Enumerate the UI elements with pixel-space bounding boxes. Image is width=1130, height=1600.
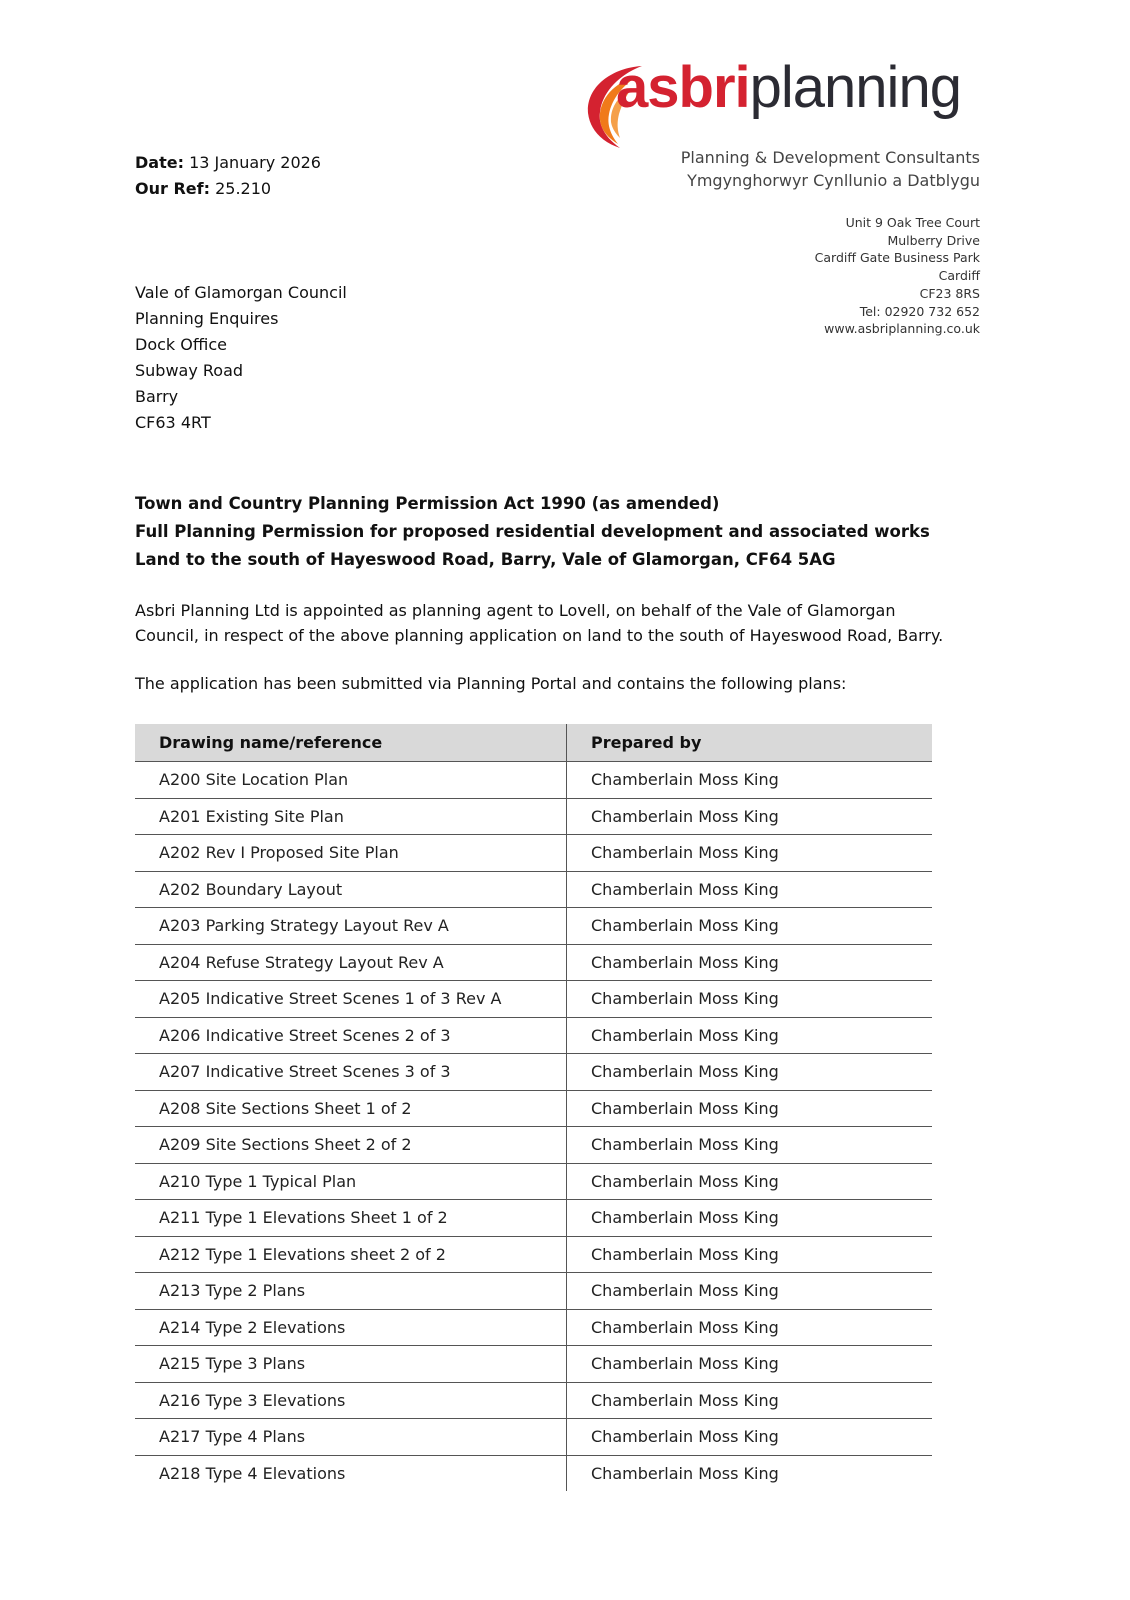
table-row [135,1017,932,1054]
letter-subject [135,490,930,574]
logo-text-planning: planning [749,55,961,120]
drawing-reference-cell: A217 Type 4 Plans [135,1419,567,1456]
prepared-by-cell: Chamberlain Moss King [567,1346,933,1383]
column-header: Prepared by [567,724,933,762]
table-body [135,762,932,1492]
prepared-by-cell: Chamberlain Moss King [567,944,933,981]
reference-label: Our Ref: [135,179,210,198]
table-row [135,1163,932,1200]
drawing-reference-cell: A206 Indicative Street Scenes 2 of 3 [135,1017,567,1054]
table-row [135,1236,932,1273]
drawing-reference-cell: A204 Refuse Strategy Layout Rev A [135,944,567,981]
drawing-reference-cell: A209 Site Sections Sheet 2 of 2 [135,1127,567,1164]
table-row [135,1127,932,1164]
table-row [135,835,932,872]
prepared-by-cell: Chamberlain Moss King [567,981,933,1018]
drawing-reference-cell: A212 Type 1 Elevations sheet 2 of 2 [135,1236,567,1273]
prepared-by-cell: Chamberlain Moss King [567,1017,933,1054]
table-row [135,944,932,981]
logo-wordmark [616,52,961,124]
table-row [135,1346,932,1383]
prepared-by-cell: Chamberlain Moss King [567,871,933,908]
table-row [135,871,932,908]
prepared-by-cell: Chamberlain Moss King [567,1419,933,1456]
table-row [135,1382,932,1419]
subject-line: Full Planning Permission for proposed residential development and associated works [135,522,930,541]
prepared-by-cell: Chamberlain Moss King [567,1309,933,1346]
prepared-by-cell: Chamberlain Moss King [567,1200,933,1237]
drawing-reference-cell: A200 Site Location Plan [135,762,567,799]
drawing-reference-cell: A202 Boundary Layout [135,871,567,908]
address-line: CF23 8RS [919,285,980,301]
table-row [135,762,932,799]
drawing-reference-cell: A208 Site Sections Sheet 1 of 2 [135,1090,567,1127]
table-row [135,1054,932,1091]
tagline-english: Planning & Development Consultants [680,148,980,167]
date-line [135,150,321,176]
logo-text-asbri: asbri [616,55,750,120]
table-header-row [135,724,932,762]
drawing-reference-cell: A213 Type 2 Plans [135,1273,567,1310]
reference-line [135,176,321,202]
recipient-line: Dock Office [135,335,227,354]
body-paragraph: Asbri Planning Ltd is appointed as planning agent to Lovell, on behalf of the Vale of Glamorgan Council, in respect of the above planning application on land to the south of Hayeswood Road, Barry. [135,601,944,645]
prepared-by-cell: Chamberlain Moss King [567,1090,933,1127]
address-line: Cardiff Gate Business Park [814,250,980,266]
tagline-welsh: Ymgynghorwyr Cynllunio a Datblygu [687,171,980,190]
subject-line: Town and Country Planning Permission Act 1990 (as amended) [135,494,720,513]
date-value: 13 January 2026 [189,153,321,172]
table-row [135,1273,932,1310]
plans-table [135,724,932,1491]
drawing-reference-cell: A218 Type 4 Elevations [135,1455,567,1491]
table-row [135,798,932,835]
prepared-by-cell: Chamberlain Moss King [567,1382,933,1419]
company-logo [580,52,990,152]
drawing-reference-cell: A210 Type 1 Typical Plan [135,1163,567,1200]
prepared-by-cell: Chamberlain Moss King [567,762,933,799]
recipient-line: Planning Enquires [135,309,279,328]
address-line: Cardiff [938,268,980,284]
address-line: Unit 9 Oak Tree Court [845,215,980,230]
drawing-reference-cell: A201 Existing Site Plan [135,798,567,835]
table-row [135,981,932,1018]
body-paragraph: The application has been submitted via Planning Portal and contains the following plans: [135,674,847,693]
prepared-by-cell: Chamberlain Moss King [567,1127,933,1164]
recipient-line: Barry [135,387,179,406]
drawing-reference-cell: A215 Type 3 Plans [135,1346,567,1383]
prepared-by-cell: Chamberlain Moss King [567,908,933,945]
drawing-reference-cell: A211 Type 1 Elevations Sheet 1 of 2 [135,1200,567,1237]
prepared-by-cell: Chamberlain Moss King [567,798,933,835]
recipient-address [135,280,347,436]
date-label: Date: [135,153,184,172]
prepared-by-cell: Chamberlain Moss King [567,1236,933,1273]
letter-meta [135,150,321,202]
prepared-by-cell: Chamberlain Moss King [567,1054,933,1091]
drawing-reference-cell: A203 Parking Strategy Layout Rev A [135,908,567,945]
drawing-reference-cell: A214 Type 2 Elevations [135,1309,567,1346]
company-tagline [681,146,980,192]
drawing-reference-cell: A216 Type 3 Elevations [135,1382,567,1419]
drawing-reference-cell: A202 Rev I Proposed Site Plan [135,835,567,872]
table-row [135,908,932,945]
table-row [135,1090,932,1127]
table-row [135,1200,932,1237]
address-line: Mulberry Drive [887,232,980,248]
prepared-by-cell: Chamberlain Moss King [567,1273,933,1310]
prepared-by-cell: Chamberlain Moss King [567,1163,933,1200]
company-website: www.asbriplanning.co.uk [824,321,980,337]
table-row [135,1309,932,1346]
drawing-reference-cell: A205 Indicative Street Scenes 1 of 3 Rev A [135,981,567,1018]
table-row [135,1455,932,1491]
prepared-by-cell: Chamberlain Moss King [567,835,933,872]
subject-line: Land to the south of Hayeswood Road, Barry, Vale of Glamorgan, CF64 5AG [135,550,836,569]
recipient-line: Vale of Glamorgan Council [135,283,347,302]
recipient-line: CF63 4RT [135,413,211,432]
drawing-reference-cell: A207 Indicative Street Scenes 3 of 3 [135,1054,567,1091]
reference-value: 25.210 [215,179,272,198]
company-phone: Tel: 02920 732 652 [859,303,980,319]
prepared-by-cell: Chamberlain Moss King [591,1463,779,1483]
recipient-line: Subway Road [135,361,244,380]
table-row [135,1419,932,1456]
column-header: Drawing name/reference [135,724,567,762]
company-address [815,214,980,338]
